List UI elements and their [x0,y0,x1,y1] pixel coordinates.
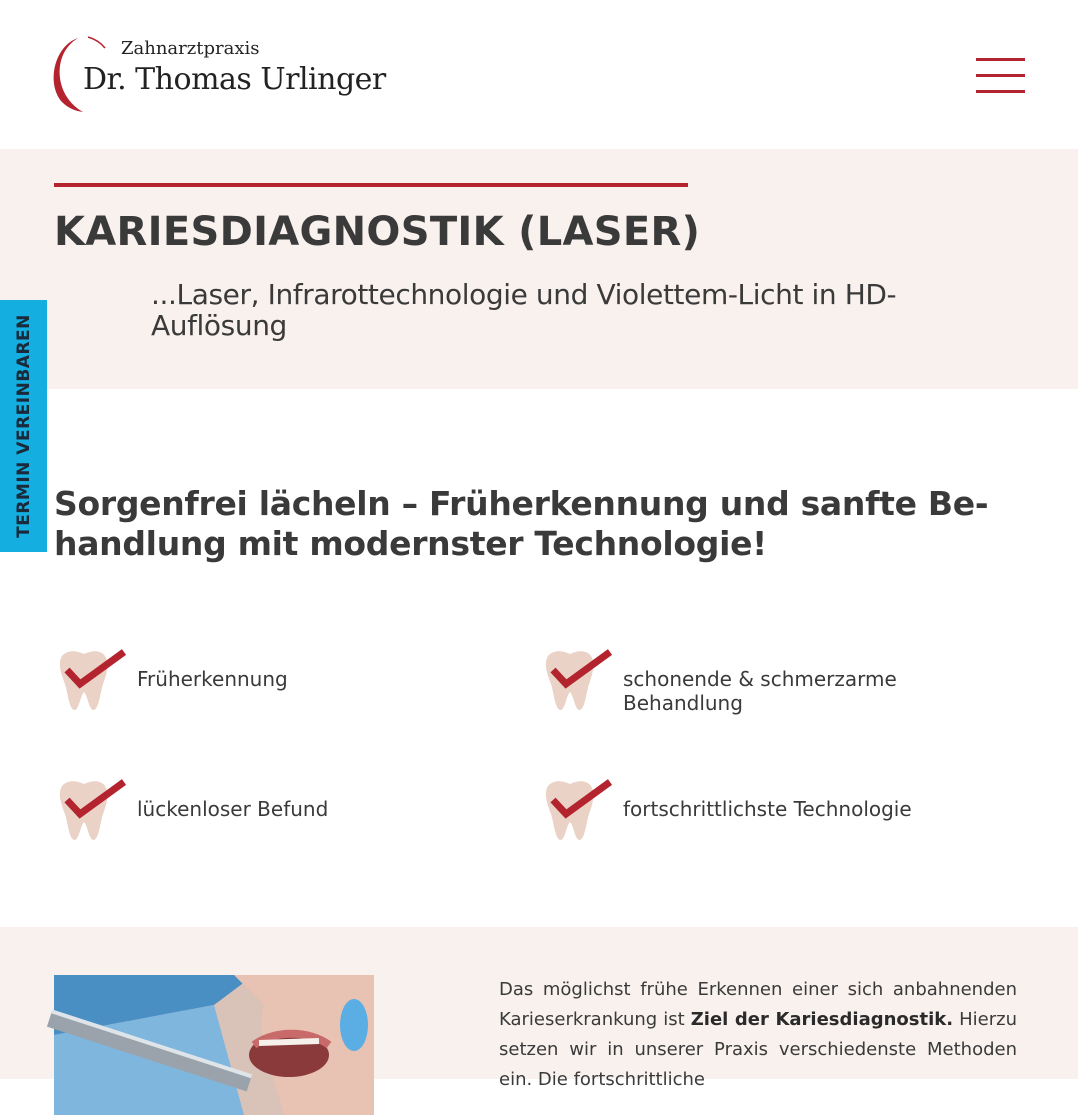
logo-name: Dr. Thomas Urlinger [83,62,386,97]
site-header [0,0,1078,149]
feature-item [540,648,980,718]
feature-label: Früherkennung [137,667,288,691]
practice-logo[interactable] [48,34,388,114]
page-subtitle: ...Laser, Infrarottechnologie und Violettem-Licht in HD-Auflösung [151,278,897,342]
feature-label: schonende & schmerzarme Behandlung [623,667,897,715]
tooth-check-icon [540,778,614,844]
feature-label: fortschrittlichste Technologie [623,797,912,821]
para-bold: Ziel der Kariesdiagnostik. [690,1009,954,1030]
tooth-check-icon [540,648,614,714]
feature-item [54,778,474,848]
logo-subtitle: Zahnarztpraxis [121,38,260,59]
dental-treatment-image [54,975,374,1115]
para-text-2: Hierzu setzen wir in unserer Praxis verschiedenste Methoden ein. Die fortschrittliche [499,1009,1017,1090]
page-title: KARIESDIAGNOSTIK (LASER) [54,209,701,255]
content-section [0,927,1078,1090]
feature-item [54,648,474,718]
intro-paragraph [499,975,1017,1095]
para-text-1: Das möglichst frühe Erkennen einer sich anbahnenden Karieserkrankung ist [499,979,1017,1030]
hamburger-menu-icon[interactable] [976,58,1026,96]
appointment-tab-button[interactable] [0,300,47,552]
hero-divider [54,183,688,187]
feature-label: lückenloser Befund [137,797,329,821]
hero-section [0,149,1078,389]
tooth-check-icon [54,778,128,844]
tooth-check-icon [54,648,128,714]
section-heading: Sorgenfrei lächeln – Früherkennung und sanfte Be-handlung mit modernster Technologie! [54,484,989,563]
appointment-tab-label: TERMIN VEREINBAREN [14,314,34,538]
feature-item [540,778,980,848]
